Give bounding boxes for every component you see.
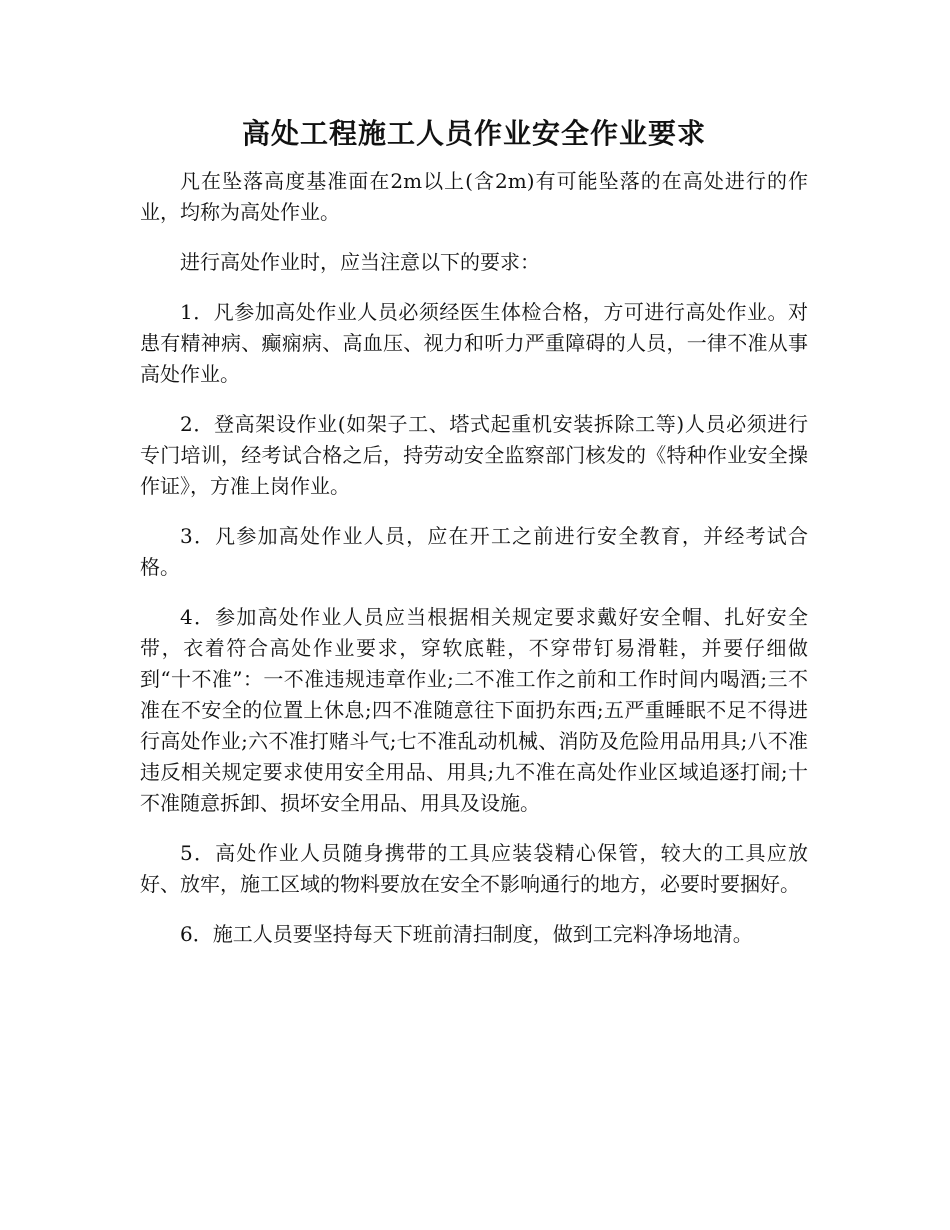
document-title: 高处工程施工人员作业安全作业要求 bbox=[241, 117, 706, 150]
paragraph-item-2: 2．登高架设作业(如架子工、塔式起重机安装拆除工等)人员必须进行专门培训，经考试合格之后，持劳动安全监察部门核发的《特种作业安全操作证》，方准上岗作业。 bbox=[140, 412, 808, 498]
paragraph-item-1: 1．凡参加高处作业人员必须经医生体检合格，方可进行高处作业。对患有精神病、癫痫病、高血压、视力和听力严重障碍的人员，一律不准从事高处作业。 bbox=[140, 300, 808, 386]
document-page bbox=[140, 0, 808, 950]
paragraph-item-4: 4．参加高处作业人员应当根据相关规定要求戴好安全帽、扎好安全带，衣着符合高处作业要求，穿软底鞋，不穿带钉易滑鞋，并要仔细做到“十不准”：一不准违规违章作业;二不准工作之前和工作时间内喝酒;三不准在不安全的位置上休息;四不准随意往下面扔东西;五严重睡眠不足不得进行高处作业;六不准打赌斗气;七不准乱动机械、消防及危险用品用具;八不准违反相关规定要求使用安全用品、用具;九不准在高处作业区域追逐打闹;十不准随意拆卸、损坏安全用品、用具及设施。 bbox=[140, 605, 808, 815]
paragraph-item-3: 3．凡参加高处作业人员，应在开工之前进行安全教育，并经考试合格。 bbox=[140, 524, 808, 579]
paragraph-definition: 凡在坠落高度基准面在2m以上(含2m)有可能坠落的在高处进行的作业，均称为高处作业。 bbox=[140, 169, 808, 224]
paragraph-item-5: 5．高处作业人员随身携带的工具应装袋精心保管，较大的工具应放好、放牢，施工区域的物料要放在安全不影响通行的地方，必要时要捆好。 bbox=[140, 841, 808, 896]
paragraph-requirements-intro: 进行高处作业时，应当注意以下的要求： bbox=[180, 250, 540, 274]
paragraph-item-6: 6．施工人员要坚持每天下班前清扫制度，做到工完料净场地清。 bbox=[180, 922, 753, 946]
